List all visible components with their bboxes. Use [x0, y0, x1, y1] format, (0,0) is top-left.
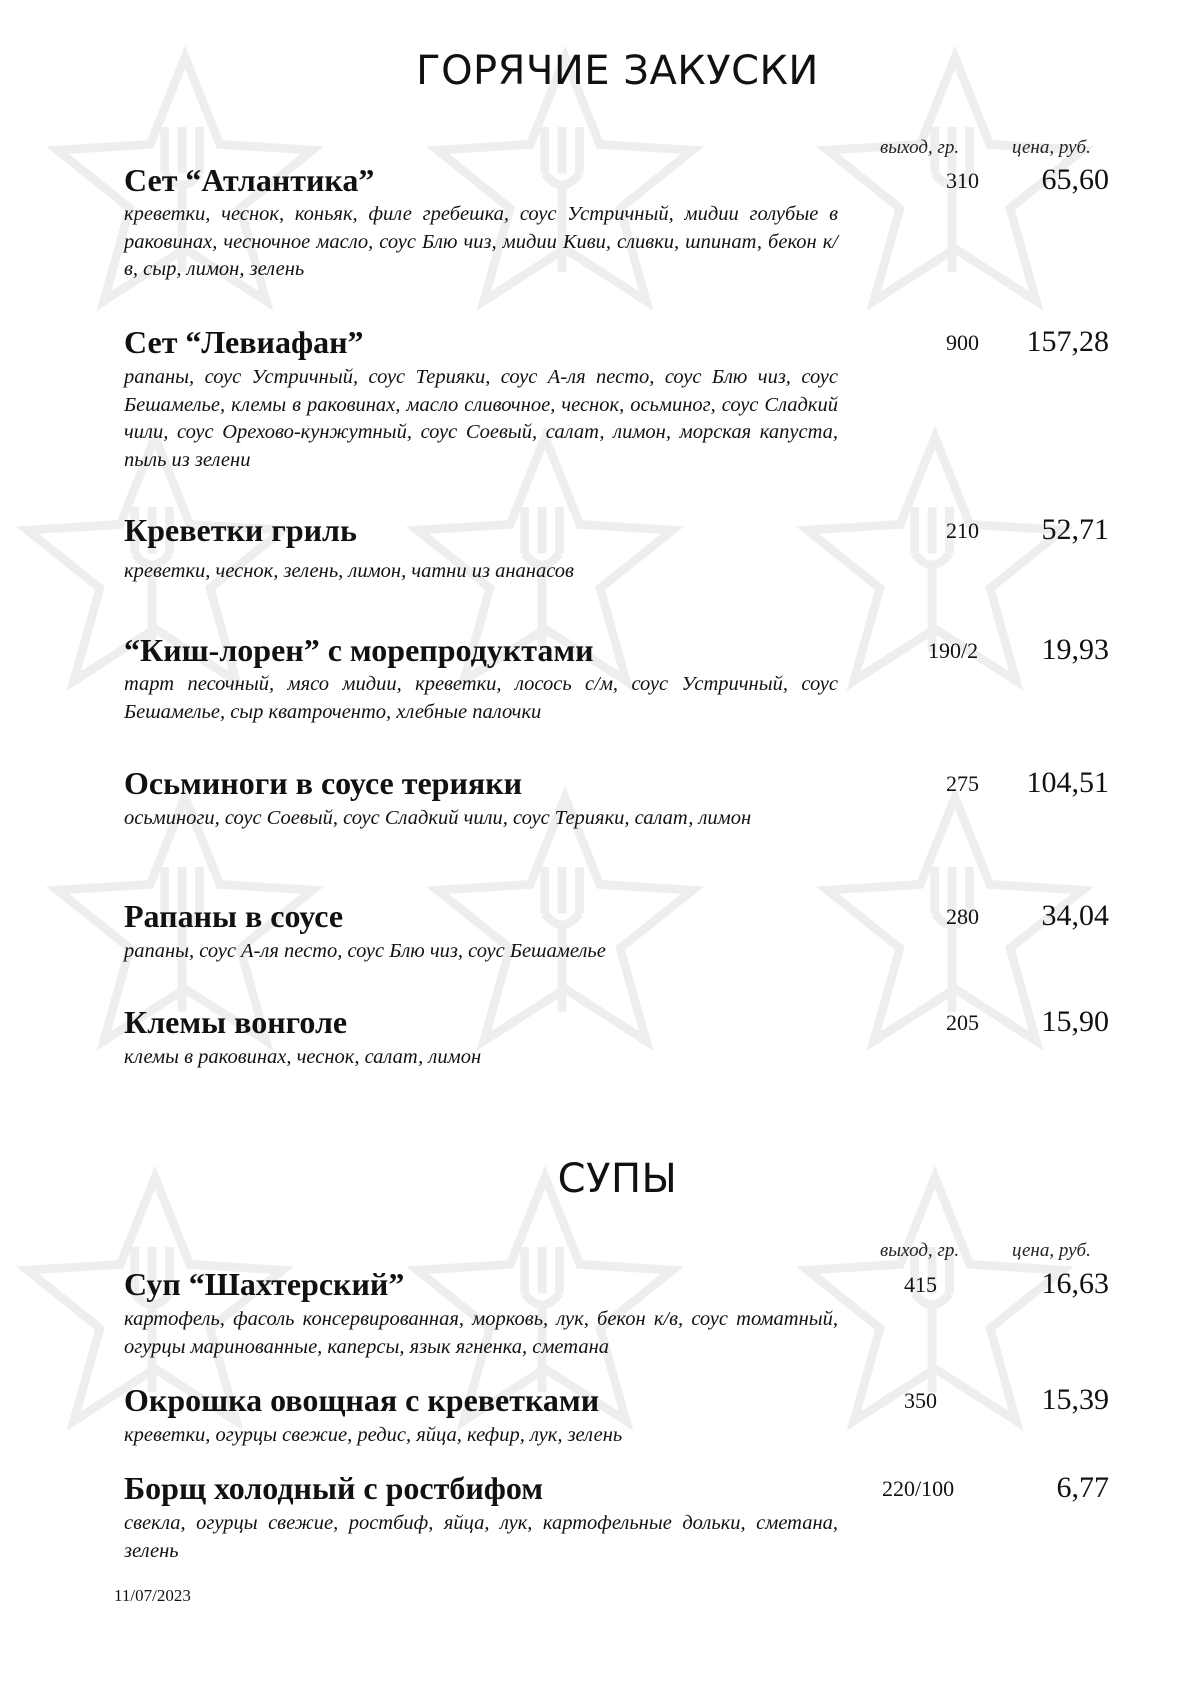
item-price: 34,04	[1041, 899, 1109, 932]
item-description: рапаны, соус Устричный, соус Терияки, соус А-ля песто, соус Блю чиз, соус Бешамелье, клемы в раковинах, масло сливочное, чеснок, осьминог, соус Сладкий чили, соус Орехово-кунжутный, соус Соевый, салат, лимон, морская капуста, пыль из зелени	[124, 366, 838, 471]
item-price: 157,28	[1026, 325, 1109, 358]
item-price: 16,63	[1041, 1267, 1109, 1300]
item-description: осьминоги, соус Соевый, соус Сладкий чили, соус Терияки, салат, лимон	[124, 807, 752, 829]
item-weight: 415	[904, 1272, 937, 1297]
item-price: 15,39	[1041, 1383, 1109, 1416]
item-description: тарт песочный, мясо мидии, креветки, лосось с/м, соус Устричный, соус Бешамелье, сыр кватроченто, хлебные палочки	[124, 673, 838, 723]
section-title-soups: СУПЫ	[557, 1156, 678, 1202]
item-weight: 190/2	[928, 638, 979, 663]
item-weight: 310	[946, 168, 979, 193]
item-description: рапаны, соус А-ля песто, соус Блю чиз, соус Бешамелье	[124, 940, 606, 962]
item-weight: 275	[946, 771, 979, 796]
item-price: 104,51	[1026, 766, 1109, 799]
weight-column-header: выход, гр.	[880, 137, 960, 158]
item-description: картофель, фасоль консервированная, морковь, лук, бекон к/в, соус томатный, огурцы маринованные, каперсы, язык ягненка, сметана	[124, 1308, 838, 1358]
price-column-header: цена, руб.	[1012, 1240, 1091, 1261]
item-weight: 210	[946, 518, 979, 543]
item-name: Суп “Шахтерский”	[124, 1266, 405, 1302]
item-weight: 350	[904, 1388, 937, 1413]
item-weight: 205	[946, 1010, 979, 1035]
item-weight: 900	[946, 330, 979, 355]
item-name: Осьминоги в соусе терияки	[124, 765, 523, 801]
item-name: Креветки гриль	[124, 512, 357, 548]
item-description: креветки, чеснок, зелень, лимон, чатни из ананасов	[124, 560, 574, 582]
price-column-header: цена, руб.	[1012, 137, 1091, 158]
item-price: 6,77	[1056, 1471, 1109, 1504]
item-description: креветки, чеснок, коньяк, филе гребешка, соус Устричный, мидии голубые в раковинах, чесночное масло, соус Блю чиз, мидии Киви, сливки, шпинат, бекон к/в, сыр, лимон, зелень	[124, 203, 838, 280]
weight-column-header: выход, гр.	[880, 1240, 960, 1261]
item-price: 19,93	[1041, 633, 1109, 666]
item-name: Сет “Атлантика”	[124, 162, 375, 198]
item-name: Сет “Левиафан”	[124, 324, 364, 360]
item-name: Рапаны в соусе	[124, 898, 344, 934]
item-description: креветки, огурцы свежие, редис, яйца, кефир, лук, зелень	[124, 1424, 623, 1446]
item-name: “Киш-лорен” с морепродуктами	[124, 632, 594, 668]
item-name: Клемы вонголе	[124, 1004, 348, 1040]
item-price: 52,71	[1041, 513, 1109, 546]
section-title-hot-appetizers: ГОРЯЧИЕ ЗАКУСКИ	[416, 48, 819, 94]
item-name: Борщ холодный с ростбифом	[124, 1470, 544, 1506]
item-name: Окрошка овощная с креветками	[124, 1382, 600, 1418]
item-description: клемы в раковинах, чеснок, салат, лимон	[124, 1046, 482, 1068]
item-description: свекла, огурцы свежие, ростбиф, яйца, лук, картофельные дольки, сметана, зелень	[124, 1512, 838, 1562]
print-date: 11/07/2023	[114, 1586, 191, 1605]
item-price: 15,90	[1041, 1005, 1109, 1038]
item-weight: 220/100	[882, 1476, 955, 1501]
item-price: 65,60	[1041, 163, 1109, 196]
item-weight: 280	[946, 904, 979, 929]
